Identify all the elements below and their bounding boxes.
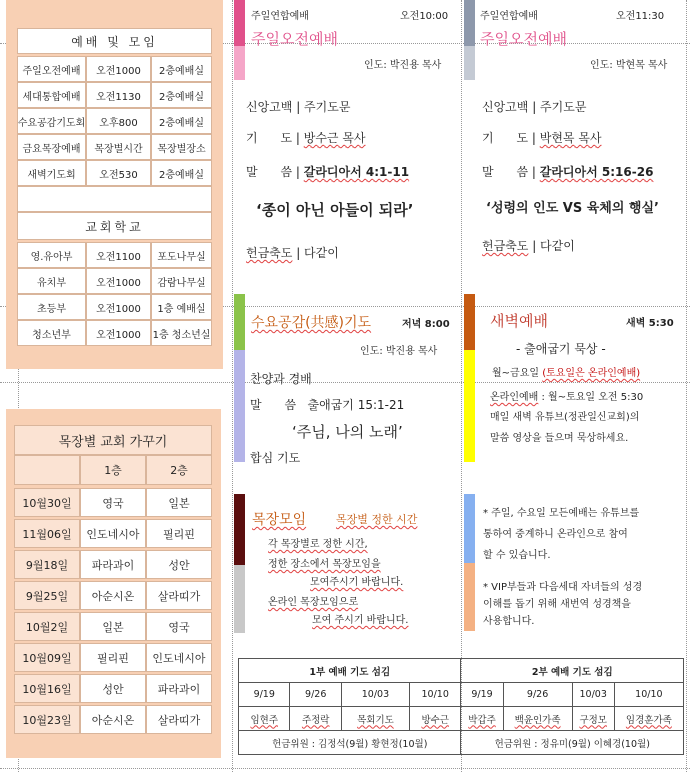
wednesday-closing: 합심 기도 <box>250 451 301 465</box>
guide-line <box>232 0 233 772</box>
decor-header: 2층 <box>146 455 212 485</box>
sermon-title: ‘주님, 나의 노래’ <box>292 423 403 441</box>
decor-cell: 아순시온 <box>80 705 146 734</box>
wednesday-leader: 인도: 박진용 목사 <box>360 346 438 357</box>
creed-line: 신앙고백 | 주기도문 <box>246 100 351 114</box>
decor-cell: 아순시온 <box>80 581 146 610</box>
dawn-time: 새벽 5:30 <box>626 318 674 329</box>
prayer-date: 10/10 <box>409 683 461 707</box>
wednesday-praise: 찬양과 경배 <box>250 372 312 386</box>
school-cell: 오전1100 <box>86 242 151 268</box>
cell-group-line: 모여 주시기 바랍니다. <box>312 615 409 626</box>
cell-group-line: 모여주시기 바랍니다. <box>310 577 404 588</box>
worship-cell: 목장별시간 <box>86 134 151 160</box>
school-cell: 초등부 <box>17 294 86 320</box>
sermon-title: ‘종이 아닌 아들이 되라’ <box>256 201 414 219</box>
worship-cell: 2층예배실 <box>151 108 212 134</box>
wednesday-time: 저녁 8:00 <box>402 319 450 330</box>
decor-cell: 인도네시아 <box>80 519 146 548</box>
decor-cell: 성안 <box>80 674 146 703</box>
decor-cell: 10월23일 <box>14 705 80 734</box>
worship-title: 예배 및 모임 <box>17 28 212 54</box>
decor-cell: 9월18일 <box>14 550 80 579</box>
worship-cell: 금요목장예배 <box>17 134 86 160</box>
decor-cell: 살라띠가 <box>146 581 212 610</box>
prayer-name: 방수근 <box>409 707 461 731</box>
school-title: 교회학교 <box>17 212 212 240</box>
decor-panel <box>6 409 221 758</box>
prayer-duty-title: 1부 예배 기도 섬김 <box>239 659 461 683</box>
decor-header: 1층 <box>80 455 146 485</box>
service-leader: 인도: 박현목 목사 <box>590 60 668 71</box>
decor-cell: 파라과이 <box>80 550 146 579</box>
decor-cell: 살라띠가 <box>146 705 212 734</box>
guide-line <box>0 768 690 769</box>
color-bar <box>234 350 245 462</box>
cell-group-line: 온라인 목장모임으로 <box>268 597 359 608</box>
color-bar <box>234 46 245 80</box>
prayer-line: 기 도 | 방수근 목사 <box>246 131 366 145</box>
decor-title: 목장별 교회 가꾸기 <box>14 425 212 455</box>
prayer-name: 구정모 <box>572 707 614 731</box>
service-time: 오전11:30 <box>616 11 665 22</box>
prayer-date: 10/03 <box>341 683 409 707</box>
notice-item: * VIP부들과 다음세대 자녀들의 성경 이해를 돕기 위해 새번역 성경책을 사용합니다. <box>483 582 643 627</box>
decor-cell: 영국 <box>146 612 212 641</box>
worship-cell: 2층예배실 <box>151 160 212 186</box>
school-cell: 오전1000 <box>86 320 151 346</box>
decor-cell: 영국 <box>80 488 146 517</box>
prayer-date: 10/10 <box>614 683 683 707</box>
school-cell: 영.유아부 <box>17 242 86 268</box>
dawn-line: 매일 새벽 유튜브(정관일신교회)의 <box>490 412 640 423</box>
decor-cell: 10월30일 <box>14 488 80 517</box>
guide-line <box>0 382 690 383</box>
creed-line: 신앙고백 | 주기도문 <box>482 100 587 114</box>
word-line: 말 씀 | 갈라디아서 5:16-26 <box>482 165 654 179</box>
prayer-name: 목회기도 <box>341 707 409 731</box>
prayer-line: 기 도 | 박현목 목사 <box>482 131 602 145</box>
service-time: 오전10:00 <box>400 11 449 22</box>
decor-cell: 성안 <box>146 550 212 579</box>
worship-cell: 세대통합예배 <box>17 82 86 108</box>
worship-cell: 목장별장소 <box>151 134 212 160</box>
school-cell: 1층 청소년실 <box>151 320 212 346</box>
cell-group-line: 각 목장별로 정한 시간, <box>268 539 368 550</box>
dawn-title: 새벽예배 <box>490 312 548 330</box>
prayer-name: 주정락 <box>290 707 341 731</box>
service-leader: 인도: 박진용 목사 <box>364 60 442 71</box>
color-bar <box>464 494 475 563</box>
school-cell: 청소년부 <box>17 320 86 346</box>
decor-cell: 10월2일 <box>14 612 80 641</box>
color-bar <box>464 563 475 631</box>
dawn-online: 온라인예배 : 월~토요일 오전 5:30 <box>490 392 644 403</box>
guide-line <box>461 0 462 772</box>
word-line: 말 씀 | 갈라디아서 4:1-11 <box>246 165 410 179</box>
worship-cell: 오전530 <box>86 160 151 186</box>
prayer-date: 10/03 <box>572 683 614 707</box>
decor-cell: 11월06일 <box>14 519 80 548</box>
worship-cell: 오후800 <box>86 108 151 134</box>
guide-line <box>686 0 687 772</box>
decor-cell: 9월25일 <box>14 581 80 610</box>
prayer-name: 박갑주 <box>461 707 503 731</box>
decor-cell: 10월09일 <box>14 643 80 672</box>
decor-cell: 인도네시아 <box>146 643 212 672</box>
notice-item: * 주일, 수요일 모든예배는 유튜브를 통하여 중계하니 온라인으로 참여 할 수 있습니다. <box>483 508 640 561</box>
school-cell: 오전1000 <box>86 294 151 320</box>
school-cell: 1층 예배실 <box>151 294 212 320</box>
color-bar <box>234 494 245 565</box>
prayer-duty-title: 2부 예배 기도 섬김 <box>461 659 684 683</box>
offering-line: 헌금축도 | 다같이 <box>482 239 575 253</box>
sermon-title: ‘성령의 인도 VS 육체의 행실’ <box>486 201 659 216</box>
prayer-date: 9/26 <box>503 683 572 707</box>
school-cell: 감람나무실 <box>151 268 212 294</box>
decor-header-blank <box>14 455 80 485</box>
worship-cell: 새벽기도회 <box>17 160 86 186</box>
school-cell: 포도나무실 <box>151 242 212 268</box>
service-label: 주일연합예배 <box>251 11 309 22</box>
dawn-book: - 출애굽기 묵상 - <box>516 342 606 356</box>
prayer-name: 임경훈가족 <box>614 707 683 731</box>
cell-group-line: 정한 장소에서 목장모임을 <box>268 559 381 570</box>
service-title: 주일오전예배 <box>251 30 338 48</box>
prayer-duty-table <box>238 658 684 755</box>
worship-cell: 2층예배실 <box>151 82 212 108</box>
worship-cell: 수요공감기도회 <box>17 108 86 134</box>
offering-committee: 헌금위원 : 정유미(9월) 이혜경(10월) <box>461 731 684 755</box>
service-title: 주일오전예배 <box>480 30 567 48</box>
spacer-cell <box>17 186 212 212</box>
color-bar <box>464 0 475 46</box>
cell-group-title: 목장모임 <box>252 512 307 528</box>
wednesday-title: 수요공감(共感)기도 <box>251 315 372 331</box>
color-bar <box>464 294 475 350</box>
color-bar <box>464 350 475 462</box>
worship-cell: 주일오전예배 <box>17 56 86 82</box>
cell-group-subtitle: 목장별 정한 시간 <box>336 513 418 526</box>
color-bar <box>234 294 245 350</box>
offering-line: 헌금축도 | 다같이 <box>246 246 339 260</box>
decor-cell: 필리핀 <box>146 519 212 548</box>
prayer-name: 임현주 <box>239 707 290 731</box>
prayer-date: 9/19 <box>461 683 503 707</box>
color-bar <box>234 565 245 633</box>
prayer-name: 백윤인가족 <box>503 707 572 731</box>
dawn-line: 말씀 영상을 들으며 묵상하세요. <box>490 433 629 444</box>
offering-committee: 헌금위원 : 김정석(9월) 황현정(10월) <box>239 731 461 755</box>
prayer-date: 9/26 <box>290 683 341 707</box>
worship-cell: 오전1000 <box>86 56 151 82</box>
dawn-days: 월~금요일 (토요일은 온라인예배) <box>492 368 641 379</box>
school-cell: 유치부 <box>17 268 86 294</box>
prayer-date: 9/19 <box>239 683 290 707</box>
decor-cell: 파라과이 <box>146 674 212 703</box>
decor-cell: 10월16일 <box>14 674 80 703</box>
color-bar <box>234 0 245 46</box>
service-label: 주일연합예배 <box>480 11 538 22</box>
word-line: 말 씀 출애굽기 15:1-21 <box>250 398 405 412</box>
worship-cell: 오전1130 <box>86 82 151 108</box>
schedule-panel <box>6 0 223 369</box>
school-cell: 오전1000 <box>86 268 151 294</box>
decor-cell: 필리핀 <box>80 643 146 672</box>
decor-cell: 일본 <box>80 612 146 641</box>
color-bar <box>464 46 475 80</box>
worship-cell: 2층예배실 <box>151 56 212 82</box>
decor-cell: 일본 <box>146 488 212 517</box>
